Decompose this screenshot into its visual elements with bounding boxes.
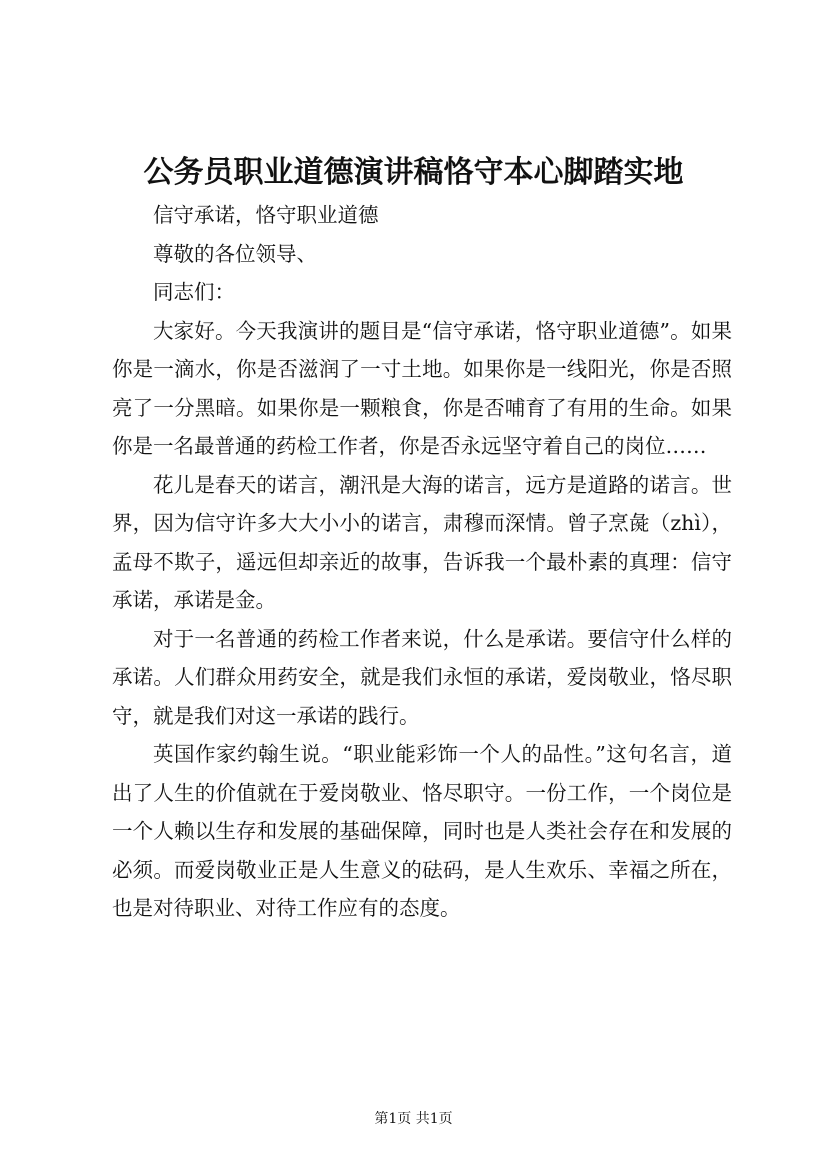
paragraph: 大家好。今天我演讲的题目是“信守承诺，恪守职业道德”。如果你是一滴水，你是否滋润了一寸土地。如果你是一线阳光，你是否照亮了一分黑暗。如果你是一颗粮食，你是否哺育了有用的生命。如果你是一名最普通的药检工作者，你是否永远坚守着自己的岗位…… [112,318,732,458]
paragraph: 英国作家约翰生说。“职业能彩饰一个人的品性。”这句名言，道出了人生的价值就在于爱岗敬业、恪尽职守。一份工作，一个岗位是一个人赖以生存和发展的基础保障，同时也是人类社会存在和发展的必须。而爱岗敬业正是人生意义的砝码，是人生欢乐、幸福之所在，也是对待职业、对待工作应有的态度。 [112,742,732,920]
document-title: 公务员职业道德演讲稿恪守本心脚踏实地 [143,155,684,190]
paragraph: 花儿是春天的诺言，潮汛是大海的诺言，远方是道路的诺言。世界，因为信守许多大大小小的诺言，肃穆而深情。曾子烹彘（zhì），孟母不欺子，遥远但却亲近的故事，告诉我一个最朴素的真理：信守承诺，承诺是金。 [112,472,732,612]
paragraph-subtitle: 信守承诺，恪守职业道德 [153,203,379,227]
page-footer: 第1页 共1页 [374,1111,453,1127]
document-body [112,196,732,928]
paragraph-salutation: 尊敬的各位领导、 [153,241,317,266]
paragraph: 对于一名普通的药检工作者来说，什么是承诺。要信守什么样的承诺。人们群众用药安全，就是我们永恒的承诺，爱岗敬业，恪尽职守，就是我们对这一承诺的践行。 [112,626,732,728]
paragraph-salutation-2: 同志们： [153,280,235,304]
